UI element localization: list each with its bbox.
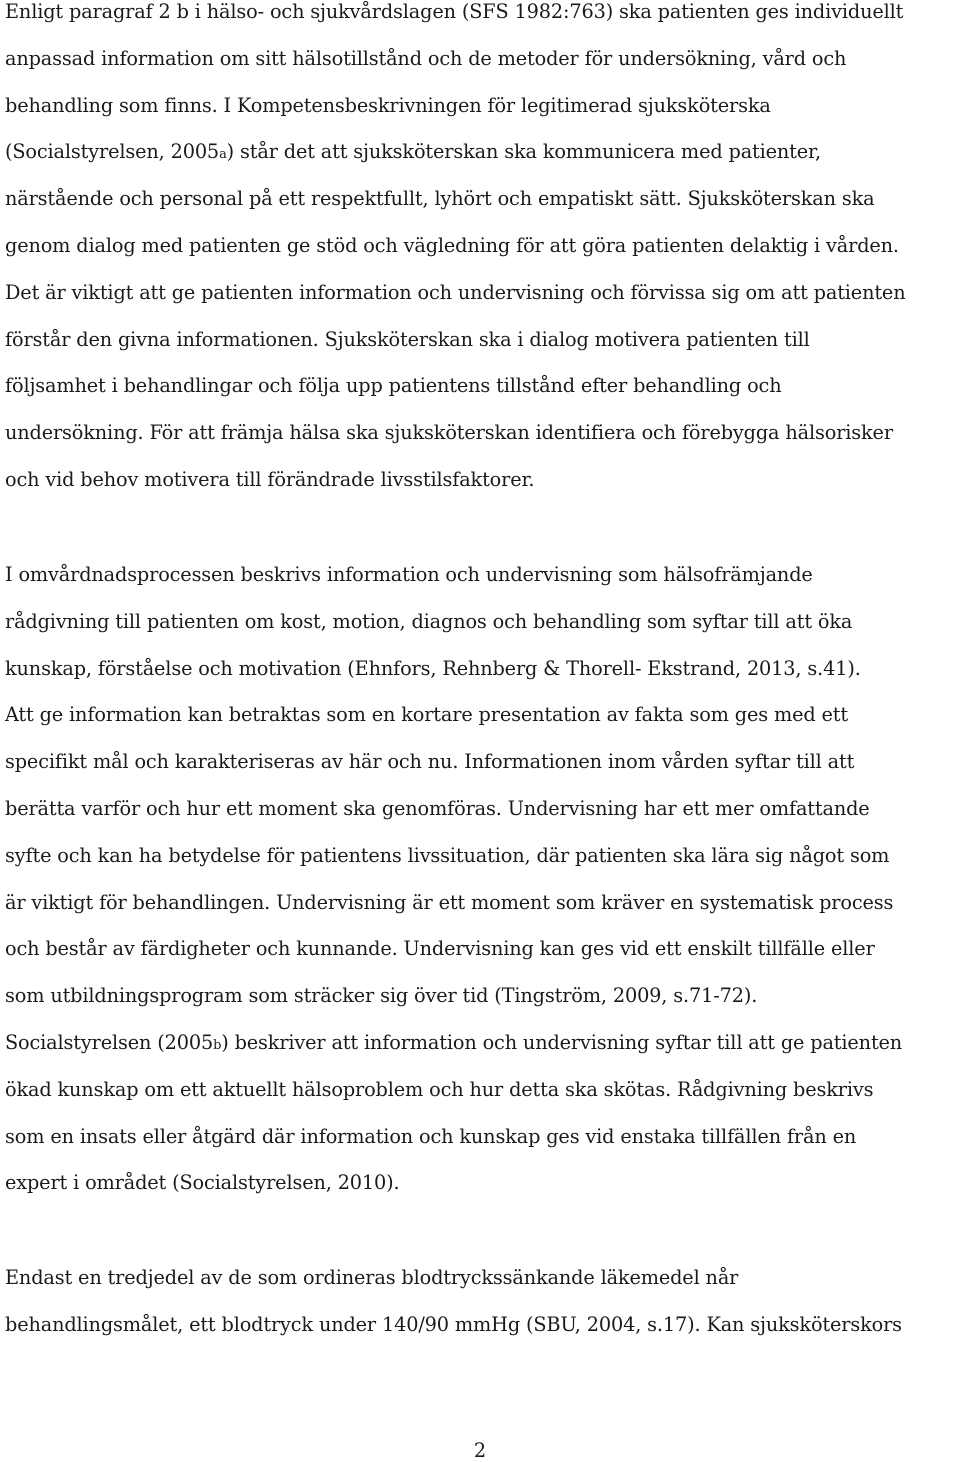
text-line: Endast en tredjedel av de som ordineras blodtryckssänkande läkemedel når xyxy=(5,1266,739,1289)
text-line: genom dialog med patienten ge stöd och vägledning för att göra patienten delaktig i vården. xyxy=(5,233,899,257)
text-segment: ) står det att sjuksköterskan ska kommunicera med patienter, xyxy=(226,140,821,164)
paragraph-3 xyxy=(5,1255,902,1349)
paragraph-2 xyxy=(5,552,902,1207)
text-line: närstående och personal på ett respektfullt, lyhört och empatiskt sätt. Sjuksköterskan ska xyxy=(5,187,875,211)
text-line xyxy=(5,129,905,176)
text-line: behandlingsmålet, ett blodtryck under 140/90 mmHg (SBU, 2004, s.17). Kan sjuksköterskors xyxy=(5,1312,902,1336)
text-line: I omvårdnadsprocessen beskrivs information och undervisning som hälsofrämjande xyxy=(5,563,813,586)
text-line: kunskap, förståelse och motivation (Ehnfors, Rehnberg & Thorell- Ekstrand, 2013, s.41). xyxy=(5,656,861,680)
text-line: ökad kunskap om ett aktuellt hälsoproblem och hur detta ska skötas. Rådgivning beskrivs xyxy=(5,1077,874,1101)
text-segment: ) beskriver att information och undervisning syftar till att ge patienten xyxy=(221,1030,903,1054)
text-line: följsamhet i behandlingar och följa upp patientens tillstånd efter behandling och xyxy=(5,374,782,398)
text-line: anpassad information om sitt hälsotillstånd och de metoder för undersökning, vård och xyxy=(5,46,847,70)
text-segment: (Socialstyrelsen, 2005 xyxy=(5,140,220,164)
text-line: Enligt paragraf 2 b i hälso- och sjukvårdslagen (SFS 1982:763) ska patienten ges individuellt xyxy=(5,0,904,23)
text-line: är viktigt för behandlingen. Undervisning är ett moment som kräver en systematisk process xyxy=(5,890,894,914)
paragraph-1 xyxy=(5,0,905,504)
page-number: 2 xyxy=(473,1439,487,1462)
text-line: förstår den givna informationen. Sjuksköterskan ska i dialog motivera patienten till xyxy=(5,327,810,351)
text-line: Att ge information kan betraktas som en kortare presentation av fakta som ges med ett xyxy=(5,703,848,727)
text-line: berätta varför och hur ett moment ska genomföras. Undervisning har ett mer omfattande xyxy=(5,796,870,820)
text-segment: Socialstyrelsen (2005 xyxy=(5,1030,214,1054)
reference-suffix: b xyxy=(213,1037,222,1053)
text-line: Det är viktigt att ge patienten information och undervisning och förvissa sig om att patienten xyxy=(5,280,906,304)
text-line: som en insats eller åtgärd där information och kunskap ges vid enstaka tillfällen från en xyxy=(5,1124,857,1148)
text-line: undersökning. För att främja hälsa ska sjuksköterskan identifiera och förebygga hälsorisker xyxy=(5,421,893,445)
text-line: och består av färdigheter och kunnande. Undervisning kan ges vid ett enskilt tillfälle eller xyxy=(5,937,875,961)
text-line: syfte och kan ha betydelse för patientens livssituation, där patienten ska lära sig något som xyxy=(5,843,890,867)
text-line: expert i området (Socialstyrelsen, 2010). xyxy=(5,1171,400,1195)
text-line: rådgivning till patienten om kost, motion, diagnos och behandling som syftar till att öka xyxy=(5,609,853,633)
text-line: och vid behov motivera till förändrade livsstilsfaktorer. xyxy=(5,467,535,491)
text-line: behandling som finns. I Kompetensbeskrivningen för legitimerad sjuksköterska xyxy=(5,93,771,117)
reference-suffix: a xyxy=(219,147,227,163)
text-line: specifikt mål och karakteriseras av här och nu. Informationen inom vården syftar till att xyxy=(5,750,855,774)
text-line xyxy=(5,1020,902,1067)
text-line: som utbildningsprogram som sträcker sig över tid (Tingström, 2009, s.71-72). xyxy=(5,984,758,1008)
